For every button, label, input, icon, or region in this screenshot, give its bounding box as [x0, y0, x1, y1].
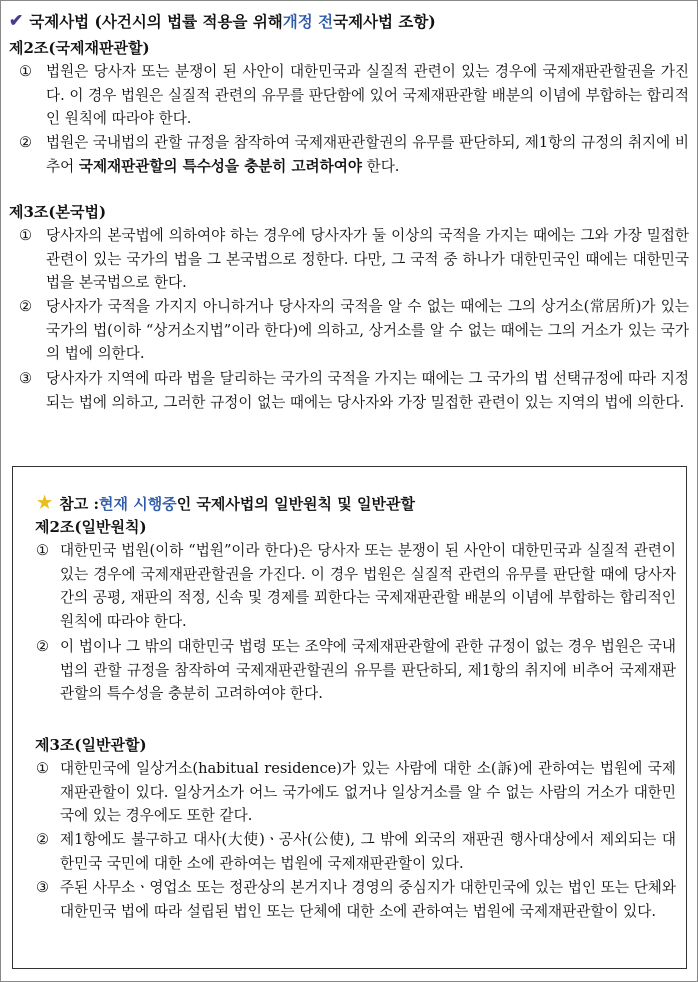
- item-text: 제1항에도 불구하고 대사(大使)ㆍ공사(公使), 그 밖에 외국의 재판권 행사대상에서 제외되는 대한민국 국민에 대한 소에 관하여는 법원에 국제재판관할이 있다.: [60, 831, 676, 872]
- ref-art2-heading: 제2조(일반원칙): [35, 518, 147, 536]
- star-icon: ★: [37, 493, 53, 513]
- item-number: ③: [36, 879, 50, 896]
- item-number: ①: [19, 63, 33, 80]
- item-number: ②: [19, 298, 33, 315]
- item-text: 법원은 국내법의 관할 규정을 참작하여 국제재판관할권의 유무를 판단하되, 제1항의 규정의 취지에 비추어 국제재판관할의 특수성을 충분히 고려하여야 한다.: [46, 134, 689, 175]
- ref-art3-item-3: [26, 876, 676, 923]
- item-text: 당사자가 지역에 따라 법을 달리하는 국가의 국적을 가지는 때에는 그 국가의 법 선택규정에 따라 지정되는 법에 의하고, 그러한 규정이 없는 때에는 당사자와 가장 밀접한 관련이 있는 지역의 법에 의한다.: [46, 370, 689, 411]
- old-art3-item-2: [9, 295, 689, 366]
- document-title: [9, 7, 693, 35]
- item-number: ①: [36, 760, 50, 777]
- item-number: ①: [36, 542, 50, 559]
- ref-art3-item-2: [26, 828, 676, 875]
- reference-box: [12, 466, 687, 969]
- item-text: 당사자가 국적을 가지지 아니하거나 당사자의 국적을 알 수 없는 때에는 그의 상거소(常居所)가 있는 국가의 법(이하 “상거소지법”이라 한다)에 의하고, 상거소를 알 수 없는 때에는 그의 거소가 있는 국가의 법에 의한다.: [46, 298, 689, 362]
- old-art2-item-1: [9, 60, 689, 131]
- item-text: 대한민국 법원(이하 “법원”이라 한다)은 당사자 또는 분쟁이 된 사안이 대한민국과 실질적 관련이 있는 경우에 국제재판관할권을 가진다. 이 경우 법원은 실질적 관련의 유무를 판단할 때에 당사자 간의 공평, 재판의 적정, 신속 및 경제를 꾀한다는 국제재판관할 배분의 이념에 부합하는 합리적인 원칙에 따라야 한다.: [60, 542, 676, 630]
- title-suffix: 국제사법 조항): [333, 12, 436, 31]
- item-text: 대한민국에 일상거소(habitual residence)가 있는 사람에 대한 소(訴)에 관하여는 법원에 국제재판관할이 있다. 일상거소가 어느 국가에도 없거나 일상거소를 알 수 없는 사람의 거소가 대한민국에 있는 경우에도 또한 같다.: [60, 760, 676, 824]
- title-prefix: 국제사법 (사건시의 법률 적용을 위해: [29, 12, 283, 31]
- old-art3-item-3: [9, 367, 689, 414]
- reference-highlight: 현재 시행중: [99, 494, 177, 513]
- old-art2-heading: 제2조(국제재판관할): [9, 39, 150, 57]
- ref-art2-item-2: [26, 635, 676, 706]
- old-art3-heading: 제3조(본국법): [9, 203, 107, 221]
- item-number: ②: [36, 831, 50, 848]
- check-icon: ✔: [9, 11, 24, 31]
- ref-art3-item-1: [26, 757, 676, 828]
- item-text: 주된 사무소ㆍ영업소 또는 정관상의 본거지나 경영의 중심지가 대한민국에 있는 법인 또는 단체와 대한민국 법에 따라 설립된 법인 또는 단체에 대한 소에 관하여는 법원에 국제재판관할이 있다.: [60, 879, 676, 920]
- emphasis-text: 국제재판관할의 특수성을 충분히 고려하여야: [78, 157, 362, 175]
- old-art3-item-1: [9, 224, 689, 295]
- item-text: 법원은 당사자 또는 분쟁이 된 사안이 대한민국과 실질적 관련이 있는 경우에 국제재판관할권을 가진다. 이 경우 법원은 실질적 관련의 유무를 판단함에 있어 국제재판관할 배분의 이념에 부합하는 합리적인 원칙에 따라야 한다.: [46, 63, 689, 127]
- ref-art2-item-1: [26, 539, 676, 633]
- item-number: ②: [36, 638, 50, 655]
- item-text: 당사자의 본국법에 의하여야 하는 경우에 당사자가 둘 이상의 국적을 가지는 때에는 그와 가장 밀접한 관련이 있는 국가의 법을 그 본국법으로 정한다. 다만, 그 국적 중 하나가 대한민국인 때에는 대한민국 법을 본국법으로 한다.: [46, 227, 689, 291]
- old-art2-item-2: [9, 131, 689, 178]
- item-text: 이 법이나 그 밖의 대한민국 법령 또는 조약에 국제재판관할에 관한 규정이 없는 경우 법원은 국내법의 관할 규정을 참작하여 국제재판관할권의 유무를 판단하되, 제1항의 취지에 비추어 국제재판관할의 특수성을 충분히 고려하여야 한다.: [60, 638, 676, 702]
- ref-art3-heading: 제3조(일반관할): [35, 736, 147, 754]
- item-number: ①: [19, 227, 33, 244]
- title-highlight: 개정 전: [282, 12, 334, 31]
- item-number: ②: [19, 134, 33, 151]
- reference-title: ★ 참고 : 현재 시행중 인 국제사법의 일반원칙 및 일반관할: [37, 493, 415, 513]
- item-number: ③: [19, 370, 33, 387]
